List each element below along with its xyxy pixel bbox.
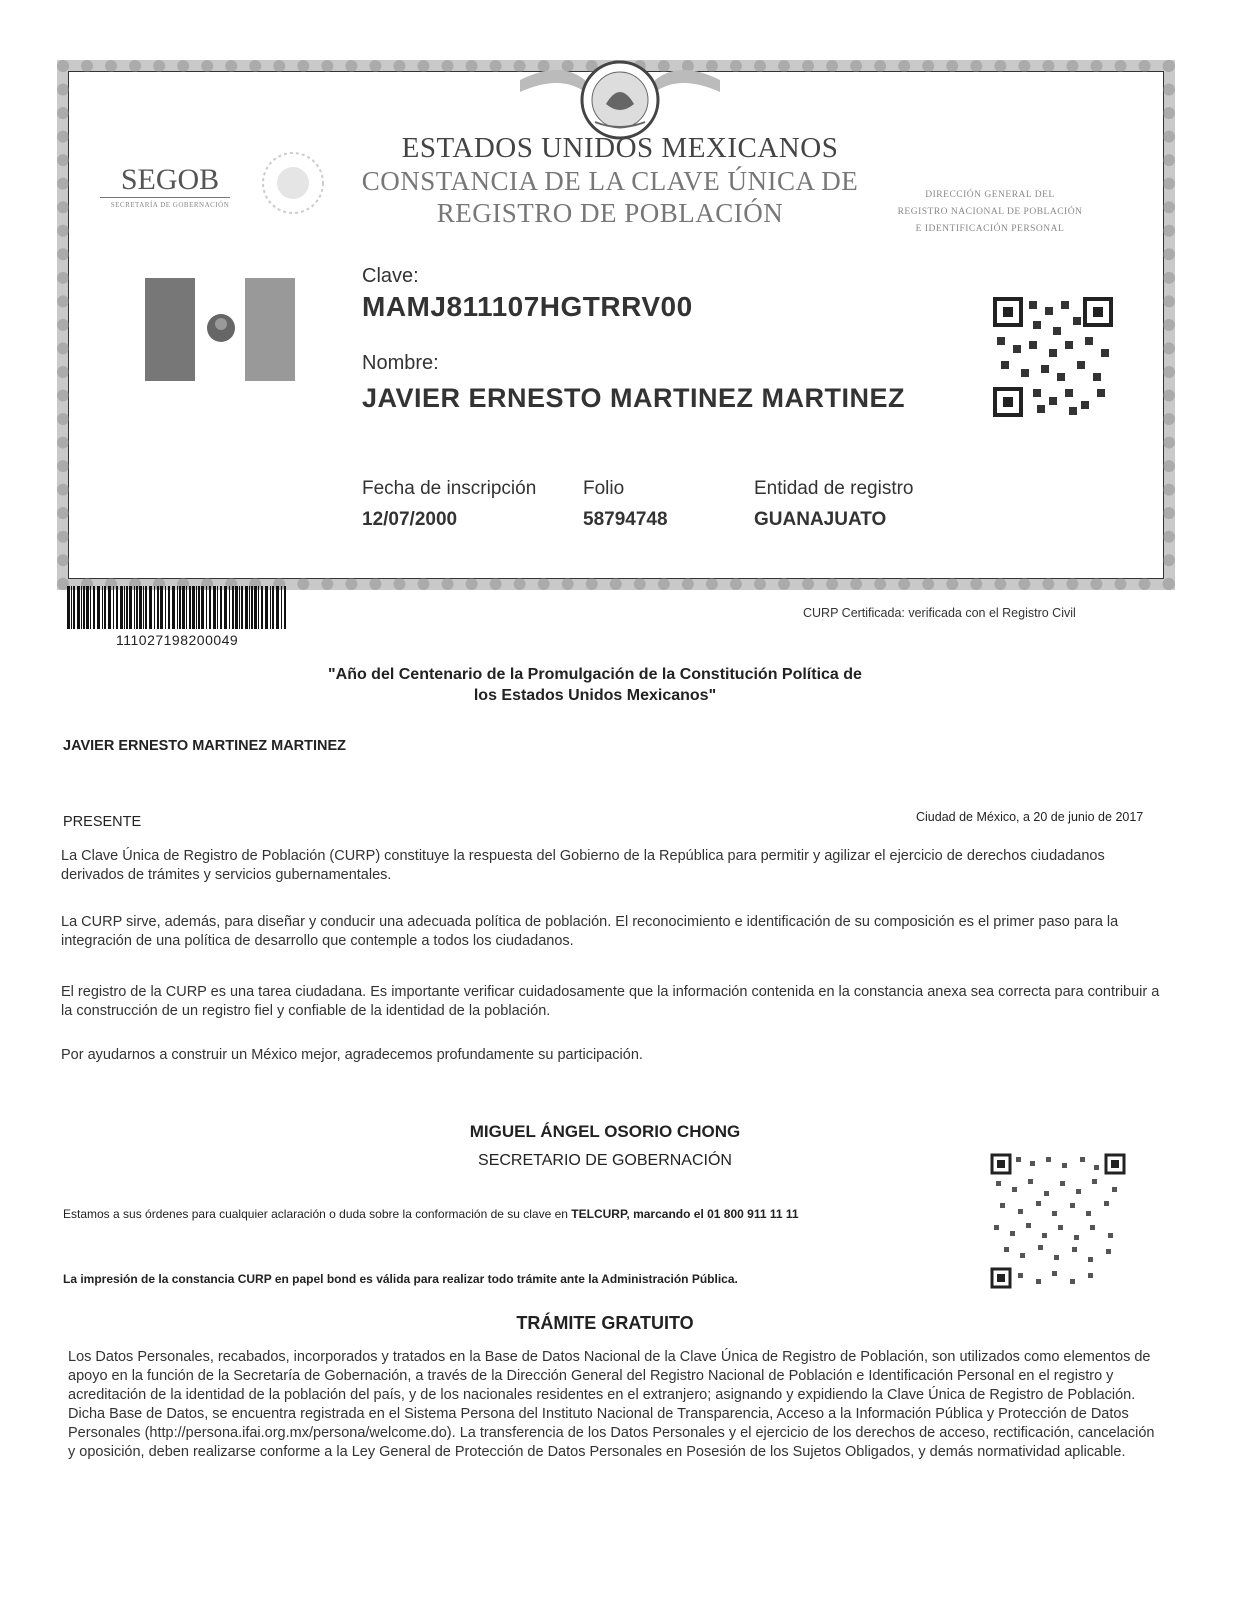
direccion-line3: E IDENTIFICACIÓN PERSONAL: [915, 224, 1065, 234]
paragraph-3: El registro de la CURP es una tarea ciudadana. Es importante verificar cuidadosamente que la información contenida en la constancia anexa sea correcta para contribuir a la construcción de un registro fiel y confiable de la identidad de la población.: [61, 984, 1160, 1019]
direccion-line2: REGISTRO NACIONAL DE POBLACIÓN: [897, 207, 1083, 217]
clave-label: Clave:: [362, 265, 419, 287]
segob-subtitle: SECRETARÍA DE GOBERNACIÓN: [110, 201, 230, 209]
contact-telcurp: TELCURP, marcando el 01 800 911 11 11: [571, 1207, 799, 1221]
certificada-note: CURP Certificada: verificada con el Registro Civil: [803, 606, 1076, 620]
entidad-label: Entidad de registro: [754, 478, 914, 499]
country-title: ESTADOS UNIDOS MEXICANOS: [401, 132, 839, 164]
fecha-label: Fecha de inscripción: [362, 478, 537, 499]
presente-label: PRESENTE: [63, 814, 142, 830]
nombre-value: JAVIER ERNESTO MARTINEZ MARTINEZ: [362, 383, 906, 413]
folio-label: Folio: [583, 478, 625, 499]
document-title-line2: REGISTRO DE POBLACIÓN: [436, 198, 784, 228]
place-date: Ciudad de México, a 20 de junio de 2017: [916, 810, 1144, 824]
coat-of-arms-icon: [258, 148, 328, 218]
contact-prefix: Estamos a sus órdenes para cualquier aclaración o duda sobre la conformación de su clave en: [63, 1207, 572, 1221]
paragraph-1: La Clave Única de Registro de Población (CURP) constituye la respuesta del Gobierno de la República para permitir y agilizar el ejercicio de derechos ciudadanos derivados de trámites y servicios gubernamentales.: [61, 848, 1105, 883]
document-title-line1: CONSTANCIA DE LA CLAVE ÚNICA DE: [361, 166, 859, 196]
entidad-value: GUANAJUATO: [754, 509, 887, 530]
privacy-notice: Los Datos Personales, recabados, incorporados y tratados en la Base de Datos Nacional de la Clave Única de Registro de Población, son utilizados como elementos de apoyo en la función de la Secretaría de Gobernación, a través de la Dirección General del Registro Nacional de Población e Identificación Personal en el registro y acreditación de la identidad de la población del país, y de los nacionales residentes en el extranjero; asignando y expidiendo la Clave Única de Registro de Población. Dicha Base de Datos, se encuentra registrada en el Sistema Persona del Instituto Nacional de Transparencia, Acceso a la Información Pública y Protección de Datos Personales (http://persona.ifai.org.mx/persona/welcome.do). La transferencia de los Datos Personales y el ejercicio de los derechos de acceso, rectificación, cancelación y oposición, deben realizarse conforme a la Ley General de Protección de Datos Personales en Posesión de los Sujetos Obligados, y demás normatividad aplicable.: [68, 1349, 1155, 1460]
signer-name: MIGUEL ÁNGEL OSORIO CHONG: [469, 1122, 741, 1141]
motto: [250, 664, 940, 706]
eagle-seal-icon: [520, 52, 720, 142]
qr-code-2-icon: [990, 1153, 1126, 1289]
mexico-flag: [145, 278, 295, 381]
segob-divider: [100, 197, 230, 198]
signer-title: SECRETARIO DE GOBERNACIÓN: [478, 1152, 732, 1169]
nombre-label: Nombre:: [362, 352, 439, 374]
qr-code-icon: [993, 297, 1113, 417]
barcode-number: 111027198200049: [116, 632, 239, 648]
recipient-name: JAVIER ERNESTO MARTINEZ MARTINEZ: [63, 738, 347, 754]
paragraph-4: Por ayudarnos a construir un México mejor, agradecemos profundamente su participación.: [61, 1047, 643, 1063]
segob-logo-text: SEGOB: [120, 163, 220, 196]
contact-note: [63, 1207, 799, 1221]
fecha-value: 12/07/2000: [362, 509, 458, 530]
motto-line1: "Año del Centenario de la Promulgación de la Constitución Política de: [328, 666, 862, 683]
paragraph-2: La CURP sirve, además, para diseñar y conducir una adecuada política de población. El reconocimiento e identificación de su composición es el primer paso para la integración de una política de desarrollo que contemple a todos los ciudadanos.: [61, 914, 1119, 949]
direccion-general-text: [870, 187, 1110, 238]
direccion-line1: DIRECCIÓN GENERAL DEL: [925, 190, 1055, 200]
motto-line2: los Estados Unidos Mexicanos": [473, 687, 717, 704]
barcode-icon: [67, 586, 289, 629]
flag-emblem-icon: [203, 310, 239, 346]
curp-value: MAMJ811107HGTRRV00: [362, 291, 693, 322]
bond-note: La impresión de la constancia CURP en papel bond es válida para realizar todo trámite ante la Administración Pública.: [63, 1272, 738, 1286]
folio-value: 58794748: [583, 509, 668, 530]
tramite-gratuito: TRÁMITE GRATUITO: [516, 1313, 694, 1333]
